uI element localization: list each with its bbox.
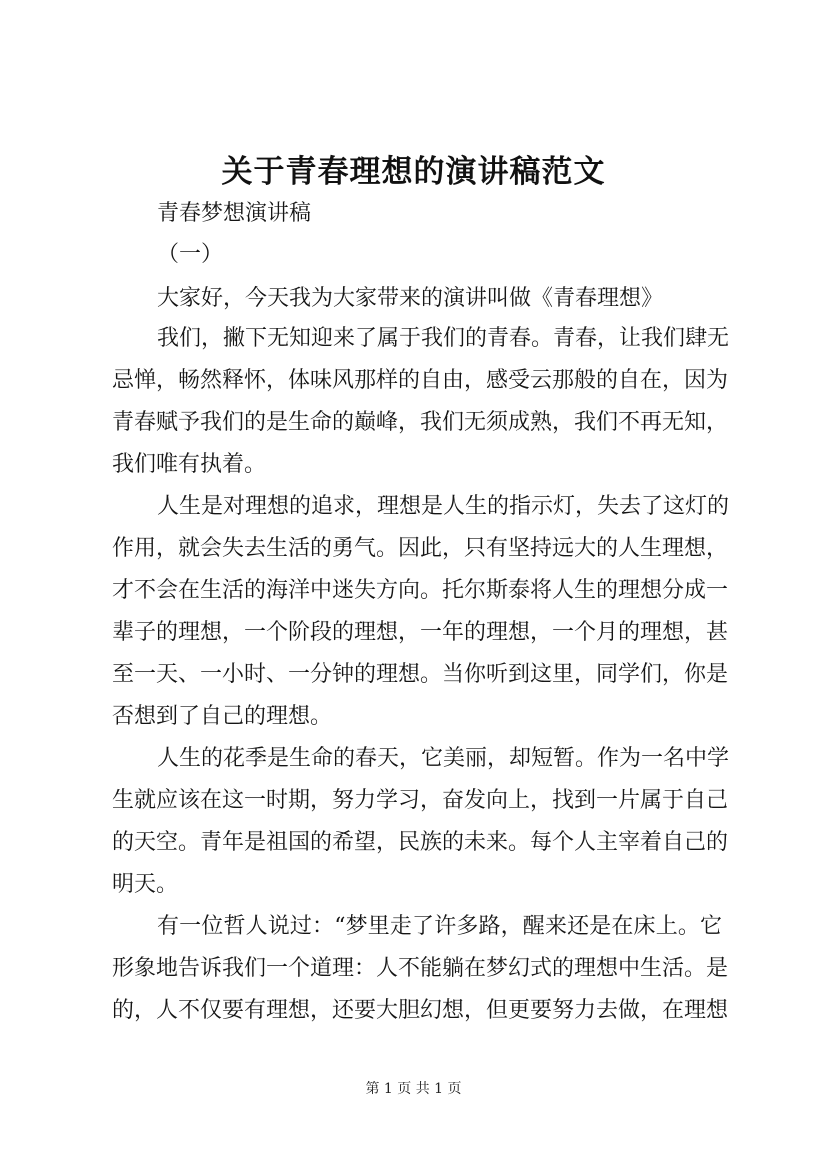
paragraph-line: 作用，就会失去生活的勇气。因此，只有坚持远大的人生理想， (112, 536, 729, 561)
paragraph-line: 人生的花季是生命的春天，它美丽，却短暂。作为一名中学 (157, 746, 730, 771)
paragraph-line: 否想到了自己的理想。 (112, 704, 333, 729)
document-title: 关于青春理想的演讲稿范文 (221, 154, 606, 190)
subtitle: 青春梦想演讲稿 (157, 201, 312, 226)
paragraph-line: 的，人不仅要有理想，还要大胆幻想，但更要努力去做，在理想 (112, 998, 729, 1023)
paragraph-line: 明天。 (112, 872, 179, 897)
greeting-line: 大家好，今天我为大家带来的演讲叫做《青春理想》 (157, 286, 664, 311)
paragraph-line: 人生是对理想的追求，理想是人生的指示灯，失去了这灯的 (157, 494, 730, 519)
paragraph-line: 才不会在生活的海洋中迷失方向。托尔斯泰将人生的理想分成一 (112, 578, 729, 603)
paragraph-line: 青春赋予我们的是生命的巅峰，我们无须成熟，我们不再无知， (112, 410, 729, 435)
paragraph-line: 辈子的理想，一个阶段的理想，一年的理想，一个月的理想，甚 (112, 620, 729, 645)
paragraph-line: 我们，撇下无知迎来了属于我们的青春。青春，让我们肆无 (157, 326, 730, 351)
paragraph-line: 的天空。青年是祖国的希望，民族的未来。每个人主宰着自己的 (112, 830, 729, 855)
page-number-footer: 第 1 页 共 1 页 (365, 1081, 462, 1097)
paragraph-line: 有一位哲人说过：“梦里走了许多路，醒来还是在床上。它 (157, 914, 722, 939)
paragraph-line: 生就应该在这一时期，努力学习，奋发向上，找到一片属于自己 (112, 788, 729, 813)
paragraph-line: 至一天、一小时、一分钟的理想。当你听到这里，同学们，你是 (112, 662, 729, 687)
section-mark: （一） (157, 242, 224, 267)
paragraph-line: 忌惮，畅然释怀，体味风那样的自由，感受云那般的自在，因为 (112, 368, 729, 393)
paragraph-line: 我们唯有执着。 (112, 452, 267, 477)
paragraph-line: 形象地告诉我们一个道理：人不能躺在梦幻式的理想中生活。是 (112, 956, 729, 981)
